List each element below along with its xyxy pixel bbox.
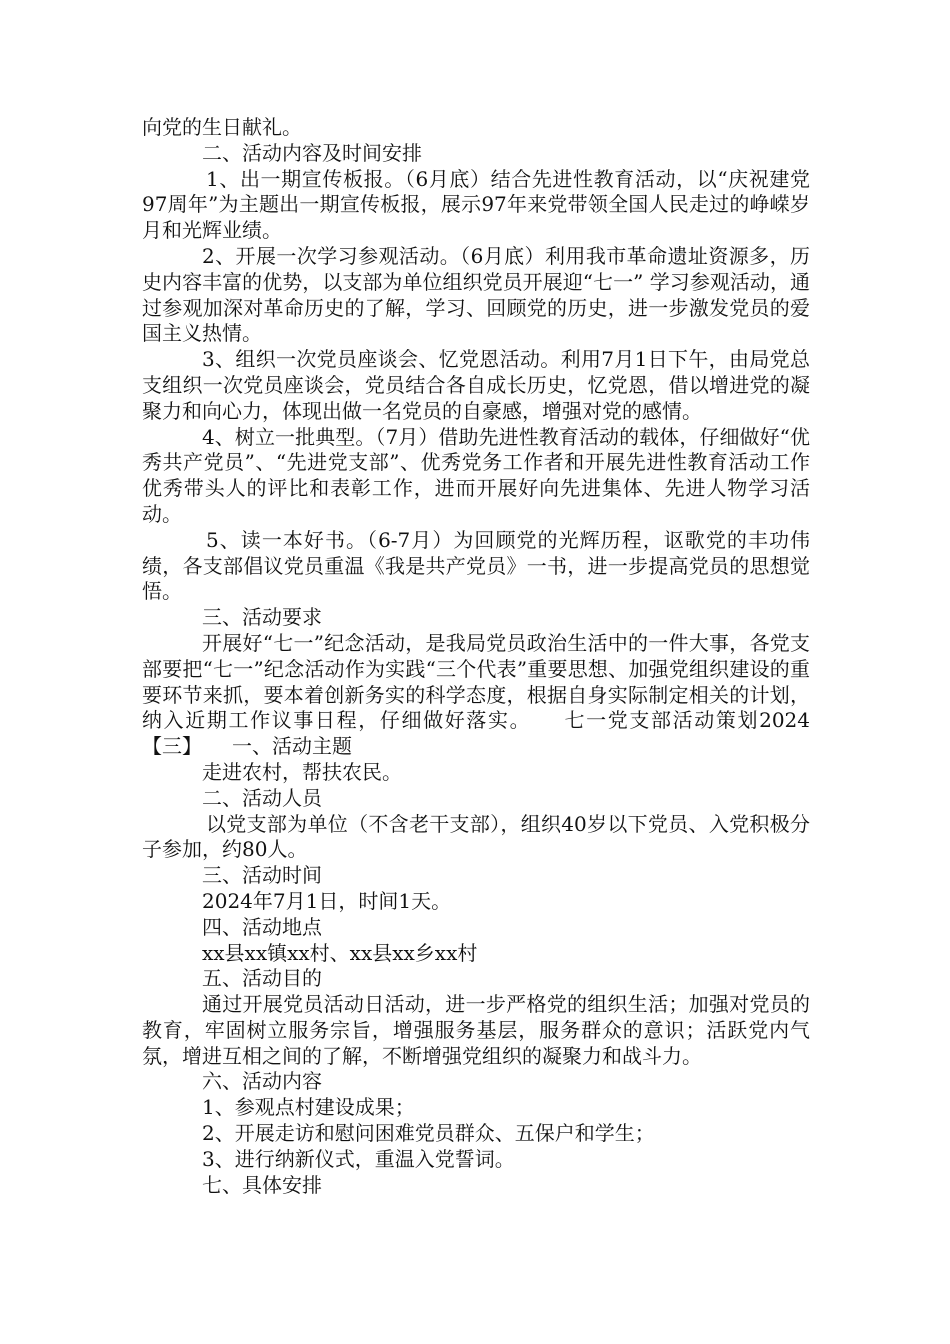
- paragraph-purpose: 通过开展党员活动日活动，进一步严格党的组织生活；加强对党员的教育，牢固树立服务宗旨，增强服务基层，服务群众的意识；活跃党内气氛，增进互相之间的了解，不断增强党组织的凝聚力和战斗力。: [142, 992, 810, 1068]
- document-body: [142, 115, 810, 1198]
- paragraph-location: xx县xx镇xx村、xx县xx乡xx村: [202, 940, 478, 965]
- paragraph-item-1: 1、出一期宣传板报。（6月底）结合先进性教育活动，以“庆祝建党97周年”为主题出一期宣传板报，展示97年来党带领全国人民走过的峥嵘岁月和光辉业绩。: [142, 166, 810, 243]
- paragraph-item-5: 5、读一本好书。（6-7月）为回顾党的光辉历程，讴歌党的丰功伟绩，各支部倡议党员重温《我是共产党员》一书，进一步提高党员的思想觉悟。: [142, 527, 810, 604]
- heading-time: 三、活动时间: [202, 863, 322, 888]
- heading-requirements: 三、活动要求: [202, 605, 322, 630]
- paragraph-personnel: 以党支部为单位（不含老干支部），组织40岁以下党员、入党积极分子参加，约80人。: [142, 811, 810, 862]
- heading-content-schedule: 二、活动内容及时间安排: [202, 140, 422, 165]
- paragraph-theme: 走进农村，帮扶农民。: [202, 759, 402, 784]
- paragraph-time: 2024年7月1日，时间1天。: [202, 888, 452, 913]
- list-item-condolence: 2、开展走访和慰问困难党员群众、五保户和学生；: [202, 1121, 655, 1146]
- paragraph-item-2: 2、开展一次学习参观活动。（6月底）利用我市革命遗址资源多，历史内容丰富的优势，以支部为单位组织党员开展迎“七一” 学习参观活动，通过参观加深对革命历史的了解，学习、回顾党的历史，进一步激发党员的爱国主义热情。: [142, 243, 810, 346]
- paragraph-item-4: 4、树立一批典型。（7月）借助先进性教育活动的载体，仔细做好“优秀共产党员”、“先进党支部”、优秀党务工作者和开展先进性教育活动工作优秀带头人的评比和表彰工作，进而开展好向先进集体、先进人物学习活动。: [142, 424, 810, 526]
- paragraph-requirements: 开展好“七一”纪念活动，是我局党员政治生活中的一件大事，各党支部要把“七一”纪念活动作为实践“三个代表”重要思想、加强党组织建设的重要环节来抓，要本着创新务实的科学态度，根据自身实际制定相关的计划，纳入近期工作议事日程，仔细做好落实。 七一党支部活动策划2024【三】 一、活动主题: [142, 630, 810, 759]
- list-item-oath: 3、进行纳新仪式，重温入党誓词。: [202, 1146, 515, 1171]
- list-item-visit: 1、参观点村建设成果；: [202, 1095, 415, 1120]
- heading-purpose: 五、活动目的: [202, 966, 322, 991]
- heading-activity-content: 六、活动内容: [202, 1069, 322, 1094]
- heading-personnel: 二、活动人员: [202, 785, 322, 810]
- paragraph-0: 向党的生日献礼。: [142, 115, 302, 139]
- heading-arrangement: 七、具体安排: [202, 1172, 322, 1197]
- heading-location: 四、活动地点: [202, 914, 322, 939]
- paragraph-item-3: 3、组织一次党员座谈会、忆党恩活动。利用7月1日下午，由局党总支组织一次党员座谈会，党员结合各自成长历史，忆党恩，借以增进党的凝聚力和向心力，体现出做一名党员的自豪感，增强对党的感情。: [142, 347, 810, 423]
